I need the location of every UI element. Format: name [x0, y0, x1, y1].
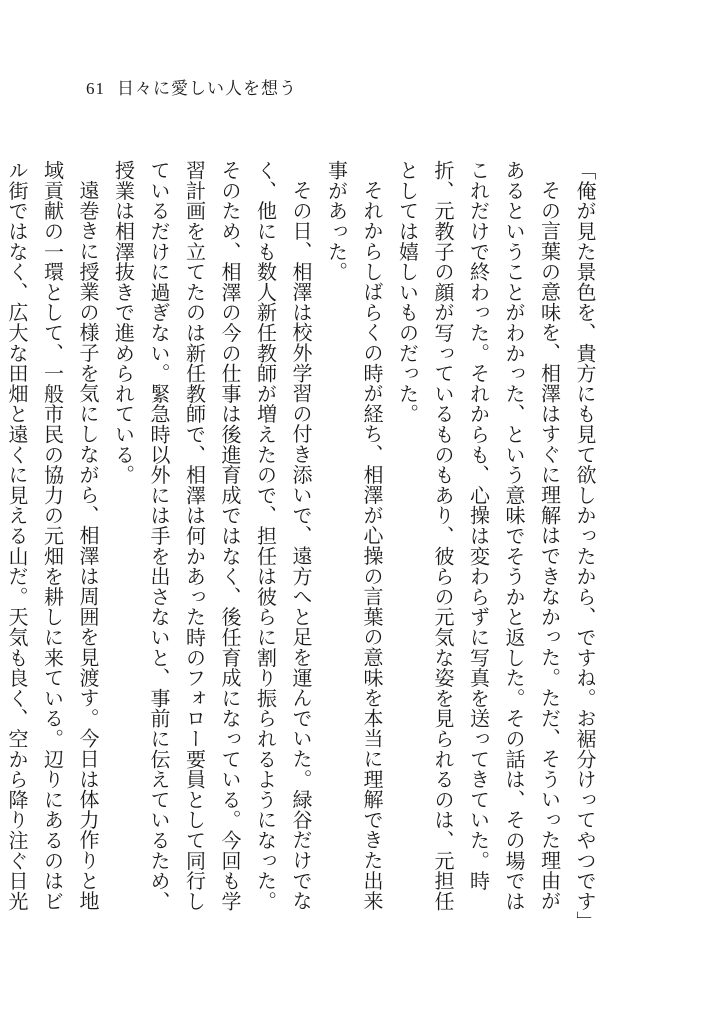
vertical-body-text	[5, 160, 602, 932]
paragraph: その日、相澤は校外学習の付き添いで、遠方へと足を運んでいた。緑谷だけでなく、他にも数人新任教師が増えたので、担任は彼らに割り振られるようになった。そのため、相澤の今の仕事は後進育成ではなく、後任育成になっている。今回も学習計画を立てたのは新任教師で、相澤は何かあった時のフォロー要員として同行しているだけに過ぎない。緊急時以外には手を出さないと、事前に伝えているため、授業は相澤抜きで進められている。	[111, 160, 313, 912]
paragraph: 遠巻きに授業の様子を気にしながら、相澤は周囲を見渡す。今日は体力作りと地域貢献の一環として、一般市民の協力の元畑を耕しに来ている。辺りにあるのはビル街ではなく、広大な田畑と遠くに見える山だ。天気も良く、空から降り注ぐ日光	[5, 160, 100, 912]
chapter-title: 日々に愛しい人を想う	[117, 79, 297, 99]
paragraph-dialogue: 「俺が見た景色を、貴方にも見て欲しかったから、ですね。お裾分けってやつです」	[573, 160, 597, 932]
page-number: 61	[86, 79, 105, 98]
paragraph: その言葉の意味を、相澤はすぐに理解はできなかった。ただ、そういった理由があるということがわかった、という意味でそうかと返した。その話は、その場ではこれだけで終わった。それからも、心操は変わらずに写真を送ってきていた。時折、元教子の顔が写っているものもあり、彼らの元気な姿を見られるのは、元担任としては嬉しいものだった。	[395, 160, 562, 912]
page-header	[86, 74, 297, 99]
paragraph: それからしばらくの時が経ち、相澤が心操の言葉の意味を本当に理解できた出来事があった。	[324, 160, 384, 911]
